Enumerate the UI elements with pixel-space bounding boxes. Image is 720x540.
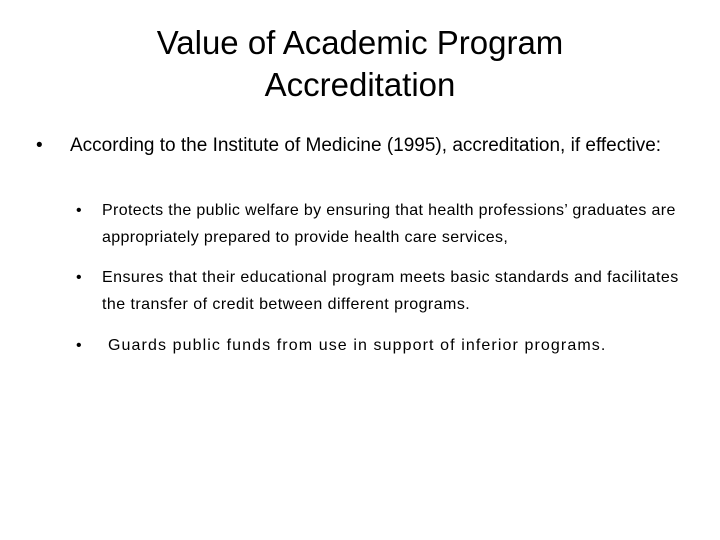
slide-title [0, 22, 720, 106]
sub-bullet-protects-public-welfare [76, 197, 696, 251]
slide-title-line-1: Value of Academic Program [156, 24, 564, 61]
slide-title-line-2: Accreditation [264, 66, 456, 103]
bullet-marker: • [76, 269, 82, 286]
sub-bullet-text: Guards public funds from use in support of inferior programs. [108, 337, 607, 354]
bullet-marker: • [36, 135, 43, 156]
main-bullet-text: According to the Institute of Medicine (1995), accreditation, if effective: [70, 135, 662, 156]
bullet-marker: • [76, 202, 82, 219]
sub-bullet-text: Ensures that their educational program meets basic standards and facilitates the transfer of credit between different programs. [102, 269, 679, 313]
main-bullet [36, 133, 696, 158]
bullet-marker: • [76, 337, 82, 354]
sub-bullet-guards-public-funds [76, 332, 696, 359]
sub-bullet-ensures-standards [76, 264, 696, 318]
sub-bullet-text: Protects the public welfare by ensuring that health professions’ graduates are appropriately prepared to provide health care services, [102, 202, 676, 246]
